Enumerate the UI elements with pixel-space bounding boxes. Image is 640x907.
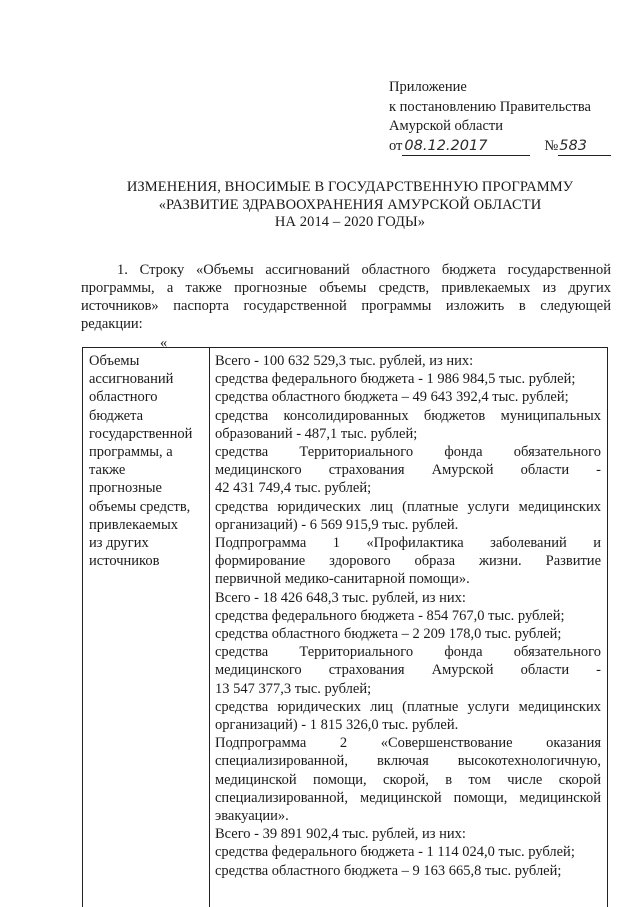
right-line: средства федерального бюджета - 1 114 024,0 тыс. рублей;	[215, 844, 575, 861]
paragraph-line-2: программы, а также прогнозные объемы средств, привлекаемых из других	[81, 280, 611, 296]
right-line: медицинской помощи, скорой, в том числе скорой	[215, 771, 601, 788]
right-line: средства Территориального фонда обязательного	[215, 644, 601, 661]
right-line: средства консолидированных бюджетов муниципальных	[215, 407, 601, 424]
right-line: медицинского страхования Амурской области -	[215, 462, 601, 479]
left-line: привлекаемых	[89, 516, 178, 533]
passport-table	[82, 347, 608, 907]
appendix-line-3: Амурской области	[389, 118, 503, 134]
right-line: специализированной, медицинской помощи, медицинской	[215, 789, 601, 806]
right-line: средства юридических лиц (платные услуги медицинских	[215, 498, 601, 515]
appendix-block	[389, 78, 611, 156]
right-line: 42 431 749,4 тыс. рублей;	[215, 480, 372, 497]
right-line: Всего - 18 426 648,3 тыс. рублей, из них:	[215, 589, 466, 606]
table-left-cell	[89, 352, 207, 570]
paragraph-line-4: редакции:	[81, 316, 143, 332]
right-line: средства областного бюджета – 9 163 665,8 тыс. рублей;	[215, 862, 562, 879]
right-line: организаций) - 1 815 326,0 тыс. рублей.	[215, 717, 459, 734]
amendment-paragraph	[81, 261, 611, 333]
left-line: объемы средств,	[89, 498, 191, 515]
left-line: из других	[89, 535, 149, 552]
title-line-3: НА 2014 – 2020 ГОДЫ»	[274, 214, 426, 230]
right-line: медицинского страхования Амурской области -	[215, 662, 601, 679]
left-line: Объемы	[89, 353, 140, 369]
table-column-divider	[209, 348, 210, 907]
left-line: бюджета	[89, 407, 144, 424]
paragraph-line-3: источников» паспорта государственной программы изложить в следующей	[81, 298, 611, 314]
right-line: образований - 487,1 тыс. рублей;	[215, 425, 418, 442]
right-line: 13 547 377,3 тыс. рублей;	[215, 680, 372, 697]
right-line: Подпрограмма 1 «Профилактика заболеваний и	[215, 535, 601, 552]
right-line: средства Территориального фонда обязательного	[215, 444, 601, 461]
table-right-cell	[215, 352, 601, 880]
handwritten-number: 583	[558, 138, 611, 156]
right-line: эвакуации».	[215, 808, 289, 825]
document-title	[60, 179, 640, 232]
date-prefix: от	[389, 137, 403, 154]
appendix-line-1: Приложение	[389, 79, 467, 95]
left-line: прогнозные	[89, 480, 162, 497]
left-line: также	[89, 462, 126, 479]
right-line: средства федерального бюджета - 854 767,0 тыс. рублей;	[215, 607, 565, 624]
paragraph-line-1-text: 1. Строку «Объемы ассигнований областного бюджета государственной	[117, 262, 611, 278]
left-line: областного	[89, 389, 158, 406]
right-line: средства областного бюджета – 49 643 392,4 тыс. рублей;	[215, 389, 569, 406]
title-line-2: «РАЗВИТИЕ ЗДРАВООХРАНЕНИЯ АМУРСКОЙ ОБЛАСТИ	[158, 196, 542, 213]
appendix-date-number-row	[389, 137, 611, 157]
appendix-line-2: к постановлению Правительства	[389, 98, 591, 115]
left-line: источников	[89, 553, 160, 570]
title-line-1: ИЗМЕНЕНИЯ, ВНОСИМЫЕ В ГОСУДАРСТВЕННУЮ ПРОГРАММУ	[126, 179, 574, 195]
right-line: Подпрограмма 2 «Совершенствование оказания	[215, 735, 601, 752]
left-line: программы, а	[89, 444, 173, 461]
right-line: организаций) - 6 569 915,9 тыс. рублей.	[215, 516, 459, 533]
left-line: ассигнований	[89, 371, 174, 388]
right-line: средства федерального бюджета - 1 986 984,5 тыс. рублей;	[215, 371, 576, 388]
right-line: специализированной, включая высокотехнологичную,	[215, 753, 601, 770]
opening-quote-mark: «	[160, 335, 168, 351]
right-line: Всего - 39 891 902,4 тыс. рублей, из них:	[215, 826, 466, 843]
handwritten-date: 08.12.2017	[402, 138, 530, 156]
right-line: средства областного бюджета – 2 209 178,0 тыс. рублей;	[215, 626, 562, 643]
paragraph-line-1	[117, 261, 611, 279]
right-line: формирование здорового образа жизни. Развитие	[215, 553, 601, 570]
right-line: средства юридических лиц (платные услуги медицинских	[215, 698, 601, 715]
right-line: Всего - 100 632 529,3 тыс. рублей, из них:	[215, 353, 474, 369]
number-prefix: №	[544, 137, 559, 154]
right-line: первичной медико-санитарной помощи».	[215, 571, 470, 588]
left-line: государственной	[89, 425, 193, 442]
